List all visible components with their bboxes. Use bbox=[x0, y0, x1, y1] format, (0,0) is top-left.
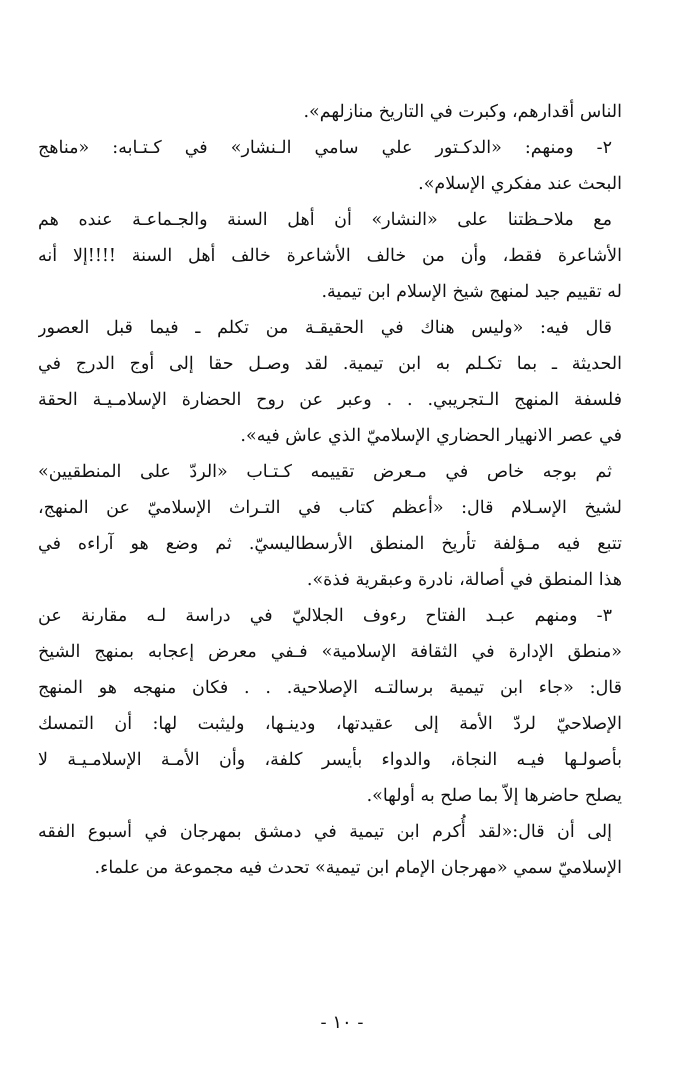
paragraph bbox=[38, 94, 622, 130]
text-line: الإصلاحيّ لردّ الأمة إلى عقيدتها، ودينـها، وليثبت لها: أن التمسك bbox=[38, 714, 622, 734]
text-line: له تقييم جيد لمنهج شيخ الإسلام ابن تيمية. bbox=[321, 282, 622, 302]
text-line: لشيخ الإسـلام قال: «أعظم كتاب في التـراث الإسلاميّ عن المنهج، bbox=[38, 498, 622, 518]
text-line: ثم بوجه خاص في مـعرض تقييمه كـتـاب «الردّ على المنطقيين» bbox=[38, 462, 612, 482]
text-line: ٣- ومنهم عبـد الفتاح رءوف الجلاليّ في دراسة لـه مقارنة عن bbox=[38, 606, 612, 626]
text-line: «منطق الإدارة في الثقافة الإسلامية» فـفي معرض إعجابه بمنهج الشيخ bbox=[38, 642, 622, 662]
text-line: الناس أقدارهم، وكبرت في التاريخ منازلهم». bbox=[303, 102, 622, 122]
paragraph bbox=[38, 598, 622, 814]
text-line: الحديثة ـ بما تكـلم به ابن تيمية. لقد وصـل حقا إلى أوج الدرج في bbox=[38, 354, 622, 374]
page-number: - ١٠ - bbox=[320, 1012, 364, 1033]
text-line: يصلح حاضرها إلاّ بما صلح به أولها». bbox=[366, 786, 622, 806]
text-line: تتبع فيه مـؤلفة تأريخ المنطق الأرسطاليسيّ. ثم وضع هو آراءه في bbox=[38, 534, 622, 554]
text-line: هذا المنطق في أصالة، نادرة وعبقرية فذة». bbox=[306, 570, 622, 590]
text-line: إلى أن قال:«لقد أُكرم ابن تيمية في دمشق بمهرجان في أسبوع الفقه bbox=[38, 822, 612, 842]
text-line: قال: «جاء ابن تيمية برسالتـه الإصلاحية. . . فكان منهجه هو المنهج bbox=[38, 678, 622, 698]
paragraph bbox=[38, 814, 622, 886]
paragraph bbox=[38, 202, 622, 310]
text-line: فلسفة المنهج الـتجريبي. . . وعبر عن روح الحضارة الإسلامـيـة الحقة bbox=[38, 390, 622, 410]
text-line: الإسلاميّ سمي «مهرجان الإمام ابن تيمية» تحدث فيه مجموعة من علماء. bbox=[94, 858, 622, 878]
text-line: في عصر الانهيار الحضاري الإسلاميّ الذي عاش فيه». bbox=[240, 426, 622, 446]
text-line: بأصولـها فيـه النجاة، والدواء بأيسر كلفة، وأن الأمـة الإسلامـيـة لا bbox=[38, 750, 622, 770]
text-line: قال فيه: «وليس هناك في الحقيقـة من تكلم ـ فيما قبل العصور bbox=[38, 318, 612, 338]
text-line: الأشاعرة فقط، وأن من خالف الأشاعرة خالف أهل السنة !!!!إلا أنه bbox=[38, 246, 622, 266]
paragraph bbox=[38, 130, 622, 202]
text-line: البحث عند مفكري الإسلام». bbox=[418, 174, 622, 194]
text-line: مع ملاحـظتنا على «النشار» أن أهل السنة والجـماعـة عنده هم bbox=[38, 210, 612, 230]
body-text bbox=[38, 94, 622, 886]
paragraph bbox=[38, 310, 622, 454]
text-line: ٢- ومنهم: «الدكـتور علي سامي الـنشار» في كـتـابه: «مناهج bbox=[38, 138, 612, 158]
paragraph bbox=[38, 454, 622, 598]
